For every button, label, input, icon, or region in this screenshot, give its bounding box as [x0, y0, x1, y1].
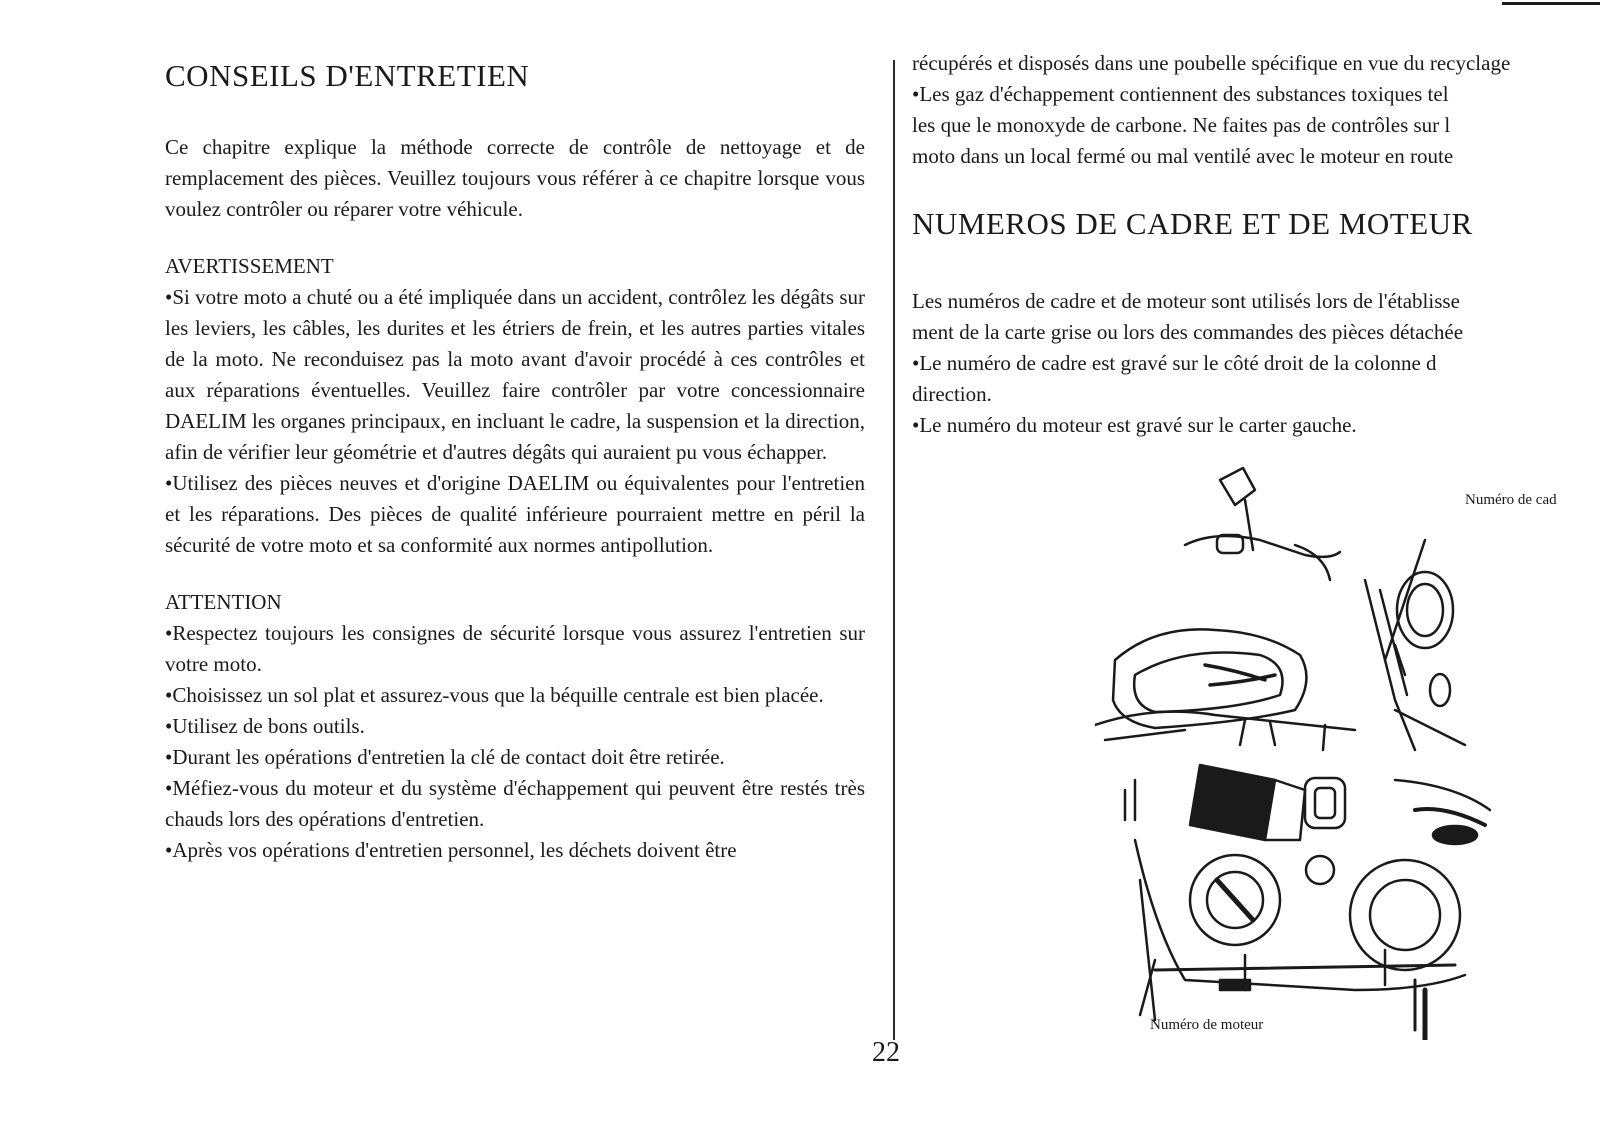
frame-view	[1095, 468, 1465, 750]
numbers-line: direction.	[912, 382, 992, 406]
top-rule	[1502, 2, 1600, 5]
right-column	[912, 48, 1600, 441]
left-column	[165, 48, 865, 866]
numbers-line: •Le numéro du moteur est gravé sur le carter gauche.	[912, 413, 1357, 437]
attention-item: •Après vos opérations d'entretien personnel, les déchets doivent être	[165, 838, 737, 862]
numbers-line: •Le numéro de cadre est gravé sur le côté droit de la colonne d	[912, 351, 1437, 375]
frame-number-label: Numéro de cad	[1465, 492, 1557, 508]
engine-number-label: Numéro de moteur	[1150, 1017, 1264, 1033]
warning-item: •Utilisez des pièces neuves et d'origine DAELIM ou équivalentes pour l'entretien et les réparations. Des pièces de qualité inférieure pourraient mettre en péril la sécurité de votre moto et sa conformité aux normes antipollution.	[165, 471, 865, 557]
motorcycle-illustration	[1095, 460, 1505, 1040]
attention-heading: ATTENTION	[165, 590, 282, 614]
continuation-line: moto dans un local fermé ou mal ventilé avec le moteur en route	[912, 144, 1454, 168]
numbers-title: NUMEROS DE CADRE ET DE MOTEUR	[912, 206, 1473, 241]
continuation-line: les que le monoxyde de carbone. Ne faites pas de contrôles sur l	[912, 113, 1451, 137]
maintenance-title: CONSEILS D'ENTRETIEN	[165, 58, 530, 93]
warning-heading: AVERTISSEMENT	[165, 254, 334, 278]
attention-item: •Durant les opérations d'entretien la clé de contact doit être retirée.	[165, 745, 725, 769]
column-divider	[893, 60, 895, 1040]
attention-item: •Respectez toujours les consignes de sécurité lorsque vous assurez l'entretien sur votre moto.	[165, 621, 865, 676]
numbers-line: ment de la carte grise ou lors des commandes des pièces détachée	[912, 320, 1464, 344]
page-number: 22	[872, 1037, 900, 1068]
numbers-line: Les numéros de cadre et de moteur sont utilisés lors de l'établisse	[912, 289, 1460, 313]
attention-item: •Méfiez-vous du moteur et du système d'échappement qui peuvent être restés très chauds lors des opérations d'entretien.	[165, 776, 865, 831]
warning-item: •Si votre moto a chuté ou a été impliquée dans un accident, contrôlez les dégâts sur les leviers, les câbles, les durites et les étriers de frein, et les autres parties vitales de la moto. Ne reconduisez pas la moto avant d'avoir procédé à ces contrôles et aux réparations éventuelles. Veuillez faire contrôler par votre concessionnaire DAELIM les organes principaux, en incluant le cadre, la suspension et la direction, afin de vérifier leur géométrie et d'autres dégâts qui auraient pu vous échapper.	[165, 285, 865, 464]
continuation-line: •Les gaz d'échappement contiennent des substances toxiques tel	[912, 82, 1449, 106]
attention-item: •Utilisez de bons outils.	[165, 714, 365, 738]
intro-paragraph: Ce chapitre explique la méthode correcte de contrôle de nettoyage et de remplacement des pièces. Veuillez toujours vous référer à ce chapitre lorsque vous voulez contrôler ou réparer votre véhicule.	[165, 135, 865, 221]
attention-item: •Choisissez un sol plat et assurez-vous que la béquille centrale est bien placée.	[165, 683, 824, 707]
engine-view	[1125, 765, 1490, 1040]
continuation-line: récupérés et disposés dans une poubelle spécifique en vue du recyclage	[912, 51, 1511, 75]
